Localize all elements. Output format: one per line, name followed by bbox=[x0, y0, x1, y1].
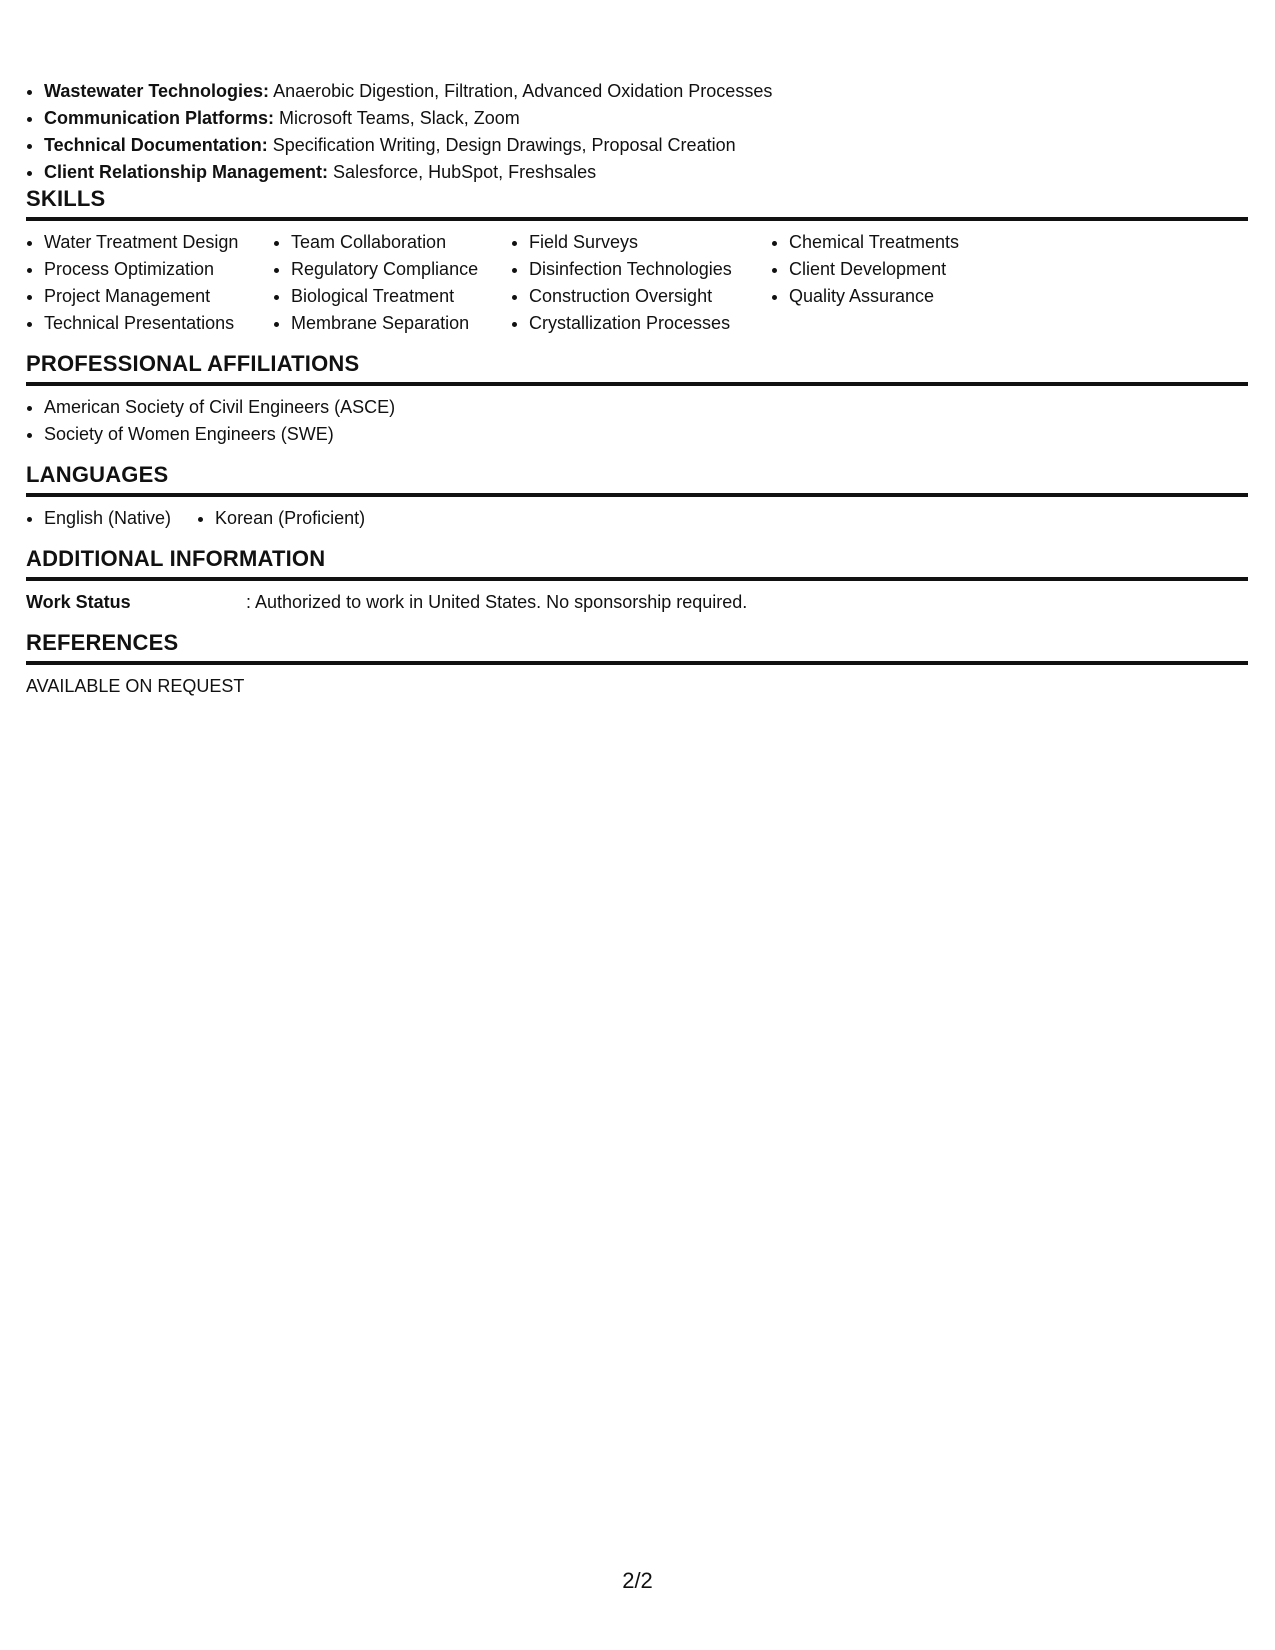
list-item bbox=[44, 132, 1248, 159]
skill-item: • Project Management bbox=[44, 283, 273, 310]
skill-item: • Team Collaboration bbox=[291, 229, 511, 256]
skill-item: • Membrane Separation bbox=[291, 310, 511, 337]
affiliations-list bbox=[26, 394, 1248, 448]
technology-label: Wastewater Technologies: bbox=[44, 81, 270, 101]
languages-body bbox=[26, 497, 1248, 546]
skill-item: • Quality Assurance bbox=[789, 283, 1039, 310]
section-heading-skills: SKILLS bbox=[26, 186, 1248, 221]
references-text: AVAILABLE ON REQUEST bbox=[26, 676, 245, 696]
work-status-row bbox=[26, 589, 1248, 616]
references-body bbox=[26, 665, 1248, 714]
skill-item: • Construction Oversight bbox=[529, 283, 771, 310]
skill-item: • Client Development bbox=[789, 256, 1039, 283]
section-heading-affiliations: PROFESSIONAL AFFILIATIONS bbox=[26, 351, 1248, 386]
skill-item: • Biological Treatment bbox=[291, 283, 511, 310]
skill-item: • Technical Presentations bbox=[44, 310, 273, 337]
skill-item: • Water Treatment Design bbox=[44, 229, 273, 256]
resume-page bbox=[26, 78, 1248, 714]
affiliation-item: • Society of Women Engineers (SWE) bbox=[44, 421, 1248, 448]
skills-grid bbox=[26, 221, 1248, 351]
list-item bbox=[44, 105, 1248, 132]
page-number: 2/2 bbox=[622, 1568, 653, 1593]
references-section bbox=[26, 630, 1248, 714]
skills-column-4 bbox=[771, 229, 1039, 337]
languages-list bbox=[26, 505, 1248, 532]
technology-value: Salesforce, HubSpot, Freshsales bbox=[333, 162, 597, 182]
section-heading-references: REFERENCES bbox=[26, 630, 1248, 665]
skills-section bbox=[26, 186, 1248, 351]
section-heading-additional-info: ADDITIONAL INFORMATION bbox=[26, 546, 1248, 581]
technology-label: Communication Platforms: bbox=[44, 108, 275, 128]
skills-column-2 bbox=[273, 229, 511, 337]
skill-item: • Crystallization Processes bbox=[529, 310, 771, 337]
skill-item: • Process Optimization bbox=[44, 256, 273, 283]
technologies-list bbox=[26, 78, 1248, 186]
affiliation-item: • American Society of Civil Engineers (ASCE) bbox=[44, 394, 1248, 421]
additional-info-body bbox=[26, 581, 1248, 630]
technology-label: Technical Documentation: bbox=[44, 135, 268, 155]
technology-label: Client Relationship Management: bbox=[44, 162, 329, 182]
language-item: • Korean (Proficient) bbox=[215, 505, 365, 532]
affiliations-body bbox=[26, 386, 1248, 462]
technology-value: Specification Writing, Design Drawings, Proposal Creation bbox=[272, 135, 736, 155]
skills-column-3 bbox=[511, 229, 771, 337]
languages-section bbox=[26, 462, 1248, 546]
work-status-value: : Authorized to work in United States. No sponsorship required. bbox=[246, 592, 748, 612]
work-status-label: Work Status bbox=[26, 592, 131, 612]
technology-value: Anaerobic Digestion, Filtration, Advanced Oxidation Processes bbox=[273, 81, 773, 101]
skills-column-1 bbox=[26, 229, 273, 337]
list-item bbox=[44, 78, 1248, 105]
additional-info-section bbox=[26, 546, 1248, 630]
section-heading-languages: LANGUAGES bbox=[26, 462, 1248, 497]
skill-item: • Field Surveys bbox=[529, 229, 771, 256]
affiliations-section bbox=[26, 351, 1248, 462]
skill-item: • Regulatory Compliance bbox=[291, 256, 511, 283]
language-item: • English (Native) bbox=[44, 505, 171, 532]
skill-item: • Chemical Treatments bbox=[789, 229, 1039, 256]
skill-item: • Disinfection Technologies bbox=[529, 256, 771, 283]
list-item bbox=[44, 159, 1248, 186]
technology-value: Microsoft Teams, Slack, Zoom bbox=[279, 108, 520, 128]
